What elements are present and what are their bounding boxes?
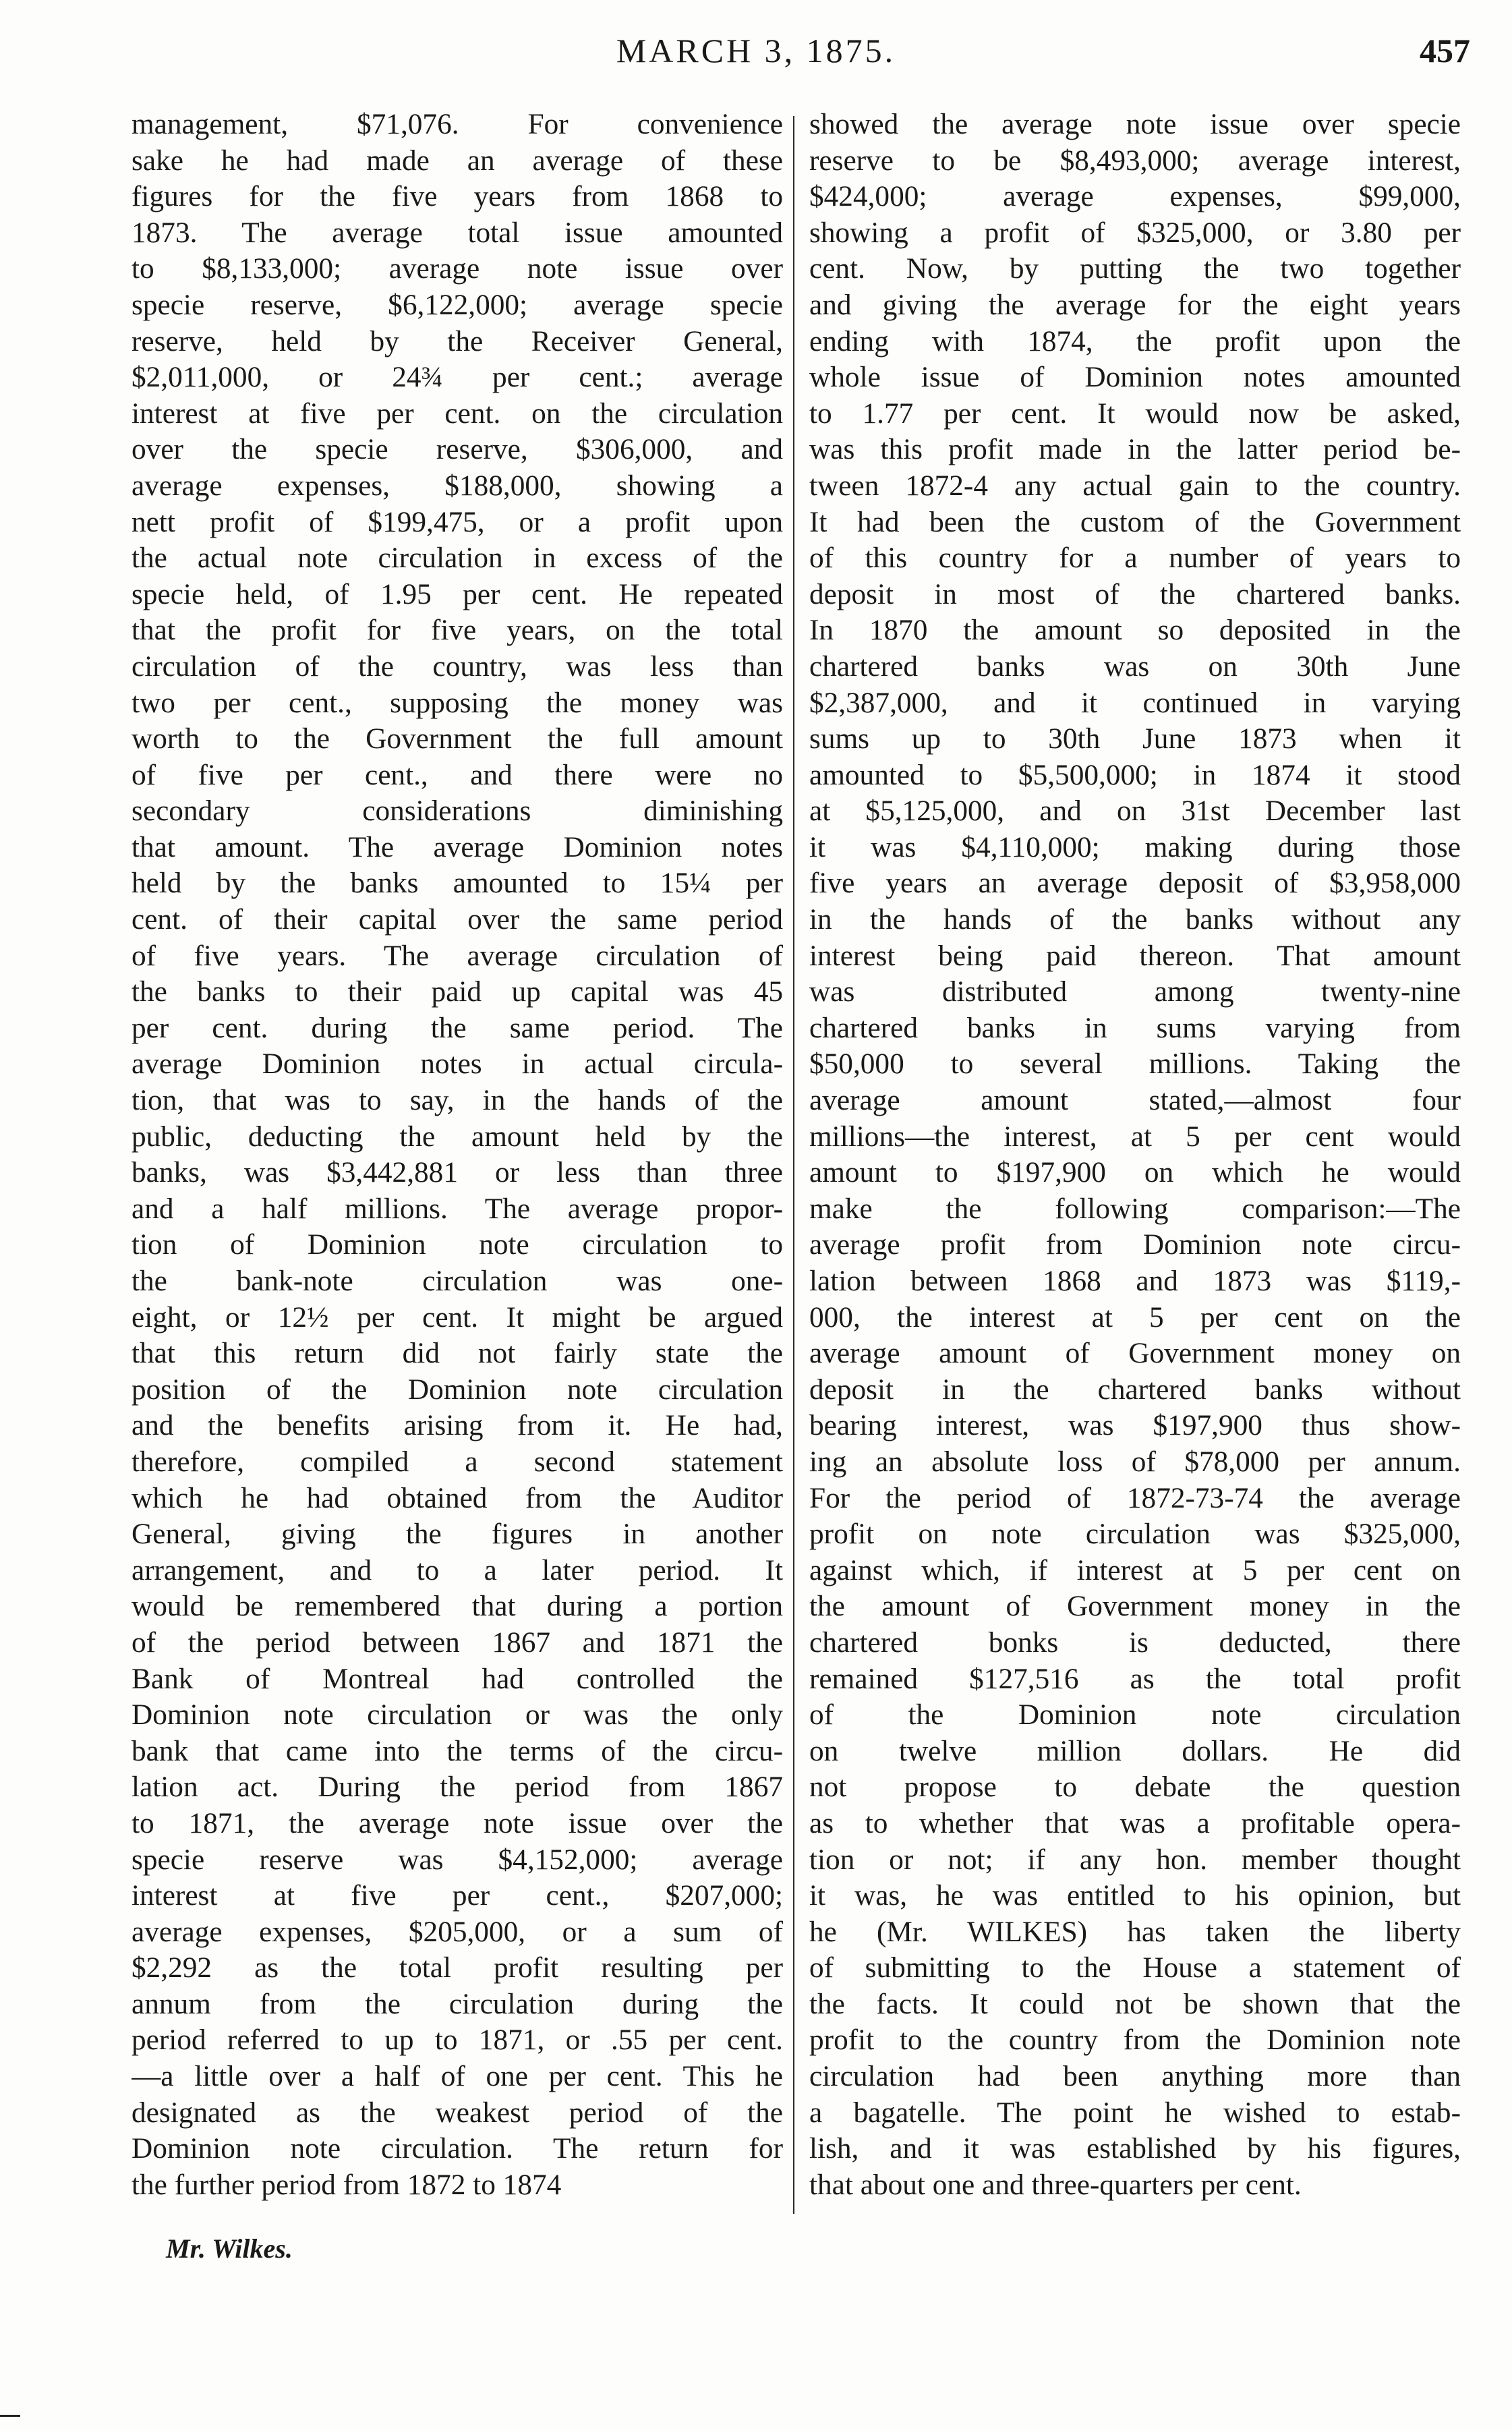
text-line: specie held, of 1.95 per cent. He repeated bbox=[132, 577, 783, 610]
text-line: on twelve million dollars. He did bbox=[809, 1734, 1461, 1767]
text-line: whole issue of Dominion notes amounted bbox=[809, 361, 1461, 394]
text-line: banks, was $3,442,881 or less than three bbox=[132, 1156, 783, 1189]
text-line: to 1.77 per cent. It would now be asked, bbox=[809, 397, 1461, 430]
text-line: position of the Dominion note circulation bbox=[132, 1373, 783, 1406]
text-line: the facts. It could not be shown that the bbox=[809, 1987, 1461, 2020]
text-line: figures for the five years from 1868 to bbox=[132, 180, 783, 213]
text-line: showing a profit of $325,000, or 3.80 per bbox=[809, 216, 1461, 249]
text-line: average amount stated,—almost four bbox=[809, 1084, 1461, 1117]
text-line: of this country for a number of years to bbox=[809, 542, 1461, 575]
text-line: and a half millions. The average propor- bbox=[132, 1192, 783, 1225]
text-line: specie reserve was $4,152,000; average bbox=[132, 1843, 783, 1876]
text-line: that this return did not fairly state the bbox=[132, 1337, 783, 1370]
text-line: amount to $197,900 on which he would bbox=[809, 1156, 1461, 1189]
text-line: tion of Dominion note circulation to bbox=[132, 1228, 783, 1261]
text-line: public, deducting the amount held by the bbox=[132, 1120, 783, 1153]
text-line: which he had obtained from the Auditor bbox=[132, 1481, 783, 1514]
text-line: chartered banks in sums varying from bbox=[809, 1011, 1461, 1044]
text-line: eight, or 12½ per cent. It might be argued bbox=[132, 1300, 783, 1334]
text-line: of five per cent., and there were no bbox=[132, 758, 783, 791]
text-line: was distributed among twenty-nine bbox=[809, 975, 1461, 1008]
text-line: the further period from 1872 to 1874 bbox=[132, 2168, 562, 2201]
left-text-column bbox=[132, 107, 783, 2203]
text-line: average expenses, $188,000, showing a bbox=[132, 469, 783, 502]
text-line: 000, the interest at 5 per cent on the bbox=[809, 1300, 1461, 1334]
text-line: designated as the weakest period of the bbox=[132, 2096, 783, 2129]
text-line: to 1871, the average note issue over the bbox=[132, 1806, 783, 1839]
text-line: annum from the circulation during the bbox=[132, 1987, 783, 2020]
text-line: millions—the interest, at 5 per cent would bbox=[809, 1120, 1461, 1153]
text-line: held by the banks amounted to 15¼ per bbox=[132, 867, 783, 900]
text-line: not propose to debate the question bbox=[809, 1771, 1461, 1804]
text-line: Bank of Montreal had controlled the bbox=[132, 1662, 783, 1695]
text-line: tion or not; if any hon. member thought bbox=[809, 1843, 1461, 1876]
right-text-column bbox=[809, 107, 1461, 2203]
text-line: showed the average note issue over specie bbox=[809, 108, 1461, 140]
text-line: deposit in most of the chartered banks. bbox=[809, 577, 1461, 610]
text-line: two per cent., supposing the money was bbox=[132, 686, 783, 719]
text-line: that about one and three-quarters per cent. bbox=[809, 2168, 1302, 2201]
text-line: make the following comparison:—The bbox=[809, 1192, 1461, 1225]
text-line: tween 1872-4 any actual gain to the country. bbox=[809, 469, 1461, 502]
text-line: $50,000 to several millions. Taking the bbox=[809, 1048, 1461, 1081]
text-line: interest at five per cent., $207,000; bbox=[132, 1879, 783, 1912]
text-line: lation act. During the period from 1867 bbox=[132, 1771, 783, 1804]
text-line: lation between 1868 and 1873 was $119,- bbox=[809, 1265, 1461, 1297]
text-line: nett profit of $199,475, or a profit upon bbox=[132, 505, 783, 538]
text-line: the banks to their paid up capital was 45 bbox=[132, 975, 783, 1008]
text-line: interest being paid thereon. That amount bbox=[809, 939, 1461, 972]
text-line: over the specie reserve, $306,000, and bbox=[132, 433, 783, 466]
text-line: Dominion note circulation. The return for bbox=[132, 2132, 783, 2165]
text-line: bank that came into the terms of the circu- bbox=[132, 1734, 783, 1767]
running-head-date: MARCH 3, 1875. bbox=[616, 32, 896, 69]
text-line: average expenses, $205,000, or a sum of bbox=[132, 1915, 783, 1948]
text-line: at $5,125,000, and on 31st December last bbox=[809, 795, 1461, 828]
text-line: management, $71,076. For convenience bbox=[132, 108, 783, 140]
text-line: the bank-note circulation was one- bbox=[132, 1265, 783, 1297]
text-line: of five years. The average circulation of bbox=[132, 939, 783, 972]
text-line: sums up to 30th June 1873 when it bbox=[809, 722, 1461, 755]
text-line: specie reserve, $6,122,000; average specie bbox=[132, 288, 783, 321]
text-line: For the period of 1872-73-74 the average bbox=[809, 1481, 1461, 1514]
text-line: —a little over a half of one per cent. This he bbox=[132, 2060, 783, 2093]
text-line: as to whether that was a profitable opera- bbox=[809, 1806, 1461, 1839]
text-line: 1873. The average total issue amounted bbox=[132, 216, 783, 249]
text-line: $424,000; average expenses, $99,000, bbox=[809, 180, 1461, 213]
text-line: lish, and it was established by his figures, bbox=[809, 2132, 1461, 2165]
text-line: of submitting to the House a statement of bbox=[809, 1951, 1461, 1984]
text-line: a bagatelle. The point he wished to estab- bbox=[809, 2096, 1461, 2129]
text-line: $2,387,000, and it continued in varying bbox=[809, 686, 1461, 719]
text-line: of the Dominion note circulation bbox=[809, 1698, 1461, 1732]
text-line: cent. Now, by putting the two together bbox=[809, 252, 1461, 285]
text-line: circulation of the country, was less than bbox=[132, 650, 783, 683]
page-edge-mark bbox=[0, 2415, 20, 2417]
text-line: average amount of Government money on bbox=[809, 1337, 1461, 1370]
text-line: period referred to up to 1871, or .55 per cent. bbox=[132, 2024, 783, 2057]
text-line: average profit from Dominion note circu- bbox=[809, 1228, 1461, 1261]
text-line: cent. of their capital over the same period bbox=[132, 903, 783, 936]
text-line: interest at five per cent. on the circulation bbox=[132, 397, 783, 430]
text-line: It had been the custom of the Government bbox=[809, 505, 1461, 538]
text-line: tion, that was to say, in the hands of the bbox=[132, 1084, 783, 1117]
text-line: deposit in the chartered banks without bbox=[809, 1373, 1461, 1406]
text-line: ing an absolute loss of $78,000 per annum. bbox=[809, 1445, 1461, 1478]
speaker-footer: Mr. Wilkes. bbox=[166, 2233, 293, 2264]
text-line: the amount of Government money in the bbox=[809, 1590, 1461, 1623]
text-line: In 1870 the amount so deposited in the bbox=[809, 614, 1461, 647]
page-header bbox=[0, 31, 1512, 72]
text-line: in the hands of the banks without any bbox=[809, 903, 1461, 936]
text-line: it was, he was entitled to his opinion, but bbox=[809, 1879, 1461, 1912]
text-line: ending with 1874, the profit upon the bbox=[809, 324, 1461, 358]
text-line: reserve, held by the Receiver General, bbox=[132, 324, 783, 358]
page-number: 457 bbox=[1420, 32, 1470, 69]
text-line: that the profit for five years, on the total bbox=[132, 614, 783, 647]
text-line: was this profit made in the latter period be- bbox=[809, 433, 1461, 466]
text-line: that amount. The average Dominion notes bbox=[132, 830, 783, 863]
text-line: profit on note circulation was $325,000, bbox=[809, 1518, 1461, 1551]
text-line: would be remembered that during a portion bbox=[132, 1590, 783, 1623]
text-line: amounted to $5,500,000; in 1874 it stood bbox=[809, 758, 1461, 791]
text-line: it was $4,110,000; making during those bbox=[809, 830, 1461, 863]
text-line: against which, if interest at 5 per cent on bbox=[809, 1553, 1461, 1586]
text-line: per cent. during the same period. The bbox=[132, 1011, 783, 1044]
column-divider bbox=[793, 116, 794, 2214]
text-line: General, giving the figures in another bbox=[132, 1518, 783, 1551]
text-line: chartered banks was on 30th June bbox=[809, 650, 1461, 683]
text-line: sake he had made an average of these bbox=[132, 144, 783, 177]
text-line: secondary considerations diminishing bbox=[132, 795, 783, 828]
text-line: therefore, compiled a second statement bbox=[132, 1445, 783, 1478]
text-line: chartered bonks is deducted, there bbox=[809, 1626, 1461, 1659]
text-line: bearing interest, was $197,900 thus show- bbox=[809, 1409, 1461, 1442]
text-line: circulation had been anything more than bbox=[809, 2060, 1461, 2093]
text-line: five years an average deposit of $3,958,000 bbox=[809, 867, 1461, 900]
text-line: and the benefits arising from it. He had, bbox=[132, 1409, 783, 1442]
text-line: arrangement, and to a later period. It bbox=[132, 1553, 783, 1586]
text-line: average Dominion notes in actual circula- bbox=[132, 1048, 783, 1081]
text-line: he (Mr. WILKES) has taken the liberty bbox=[809, 1915, 1461, 1948]
text-line: the actual note circulation in excess of the bbox=[132, 542, 783, 575]
text-line: to $8,133,000; average note issue over bbox=[132, 252, 783, 285]
text-line: worth to the Government the full amount bbox=[132, 722, 783, 755]
text-line: of the period between 1867 and 1871 the bbox=[132, 1626, 783, 1659]
text-line: $2,292 as the total profit resulting per bbox=[132, 1951, 783, 1984]
text-line: remained $127,516 as the total profit bbox=[809, 1662, 1461, 1695]
text-line: $2,011,000, or 24¾ per cent.; average bbox=[132, 361, 783, 394]
text-line: and giving the average for the eight years bbox=[809, 288, 1461, 321]
text-line: profit to the country from the Dominion note bbox=[809, 2024, 1461, 2057]
text-line: reserve to be $8,493,000; average interest, bbox=[809, 144, 1461, 177]
text-line: Dominion note circulation or was the only bbox=[132, 1698, 783, 1732]
